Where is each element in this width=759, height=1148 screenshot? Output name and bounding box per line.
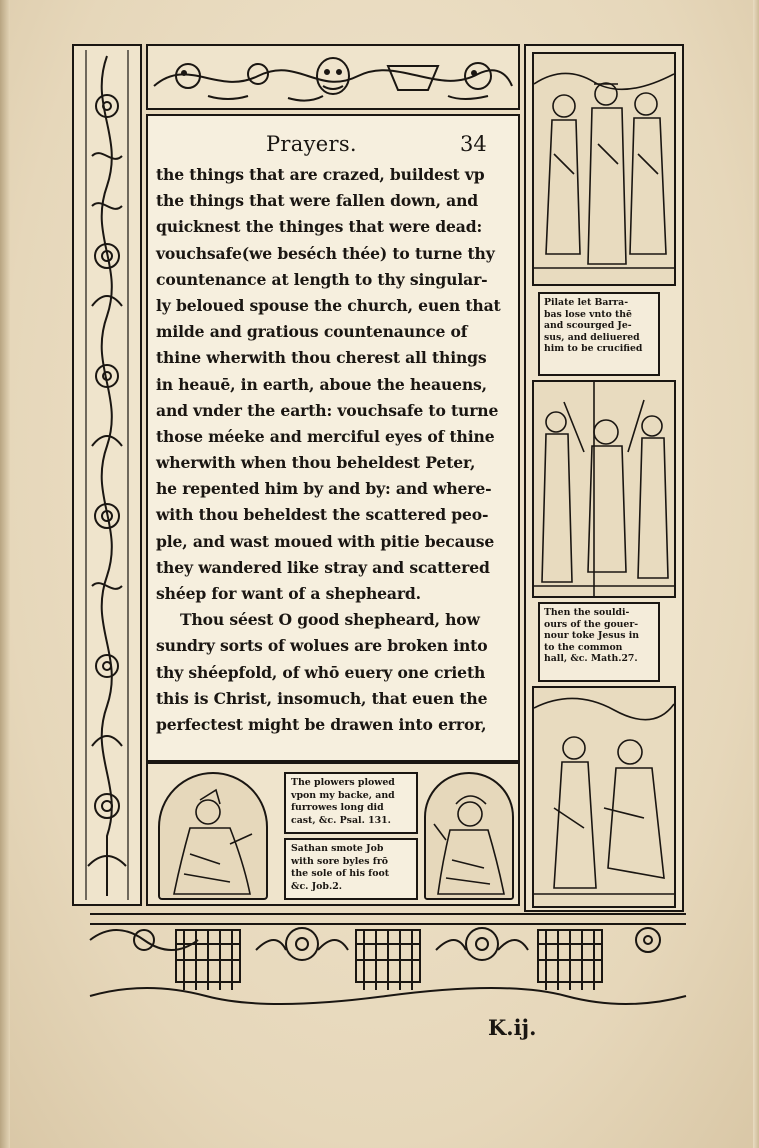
text-line: they wandered like stray and scattered: [156, 557, 490, 577]
text-line: countenance at length to thy singular-: [156, 269, 488, 289]
prophet-figure: [160, 774, 266, 898]
text-line: this is Christ, insomuch, that euen the: [156, 688, 488, 708]
prayer-text: [156, 162, 518, 738]
caption-line: Then the souldi-: [544, 607, 630, 618]
text-line: Thou séest O good shepheard, how: [180, 610, 480, 630]
scroll-line: cast, &c. Psal. 131.: [291, 814, 391, 826]
caption-line: nour toke Jesus in: [544, 630, 640, 642]
woodcut-pilate-scene: [532, 52, 676, 286]
caption-pilate-barabbas: [538, 292, 660, 376]
caption-line: and scourged Je-: [544, 320, 632, 332]
text-line: the things that are crazed, buildest vp: [156, 165, 485, 184]
bottom-woodcut-panel: [146, 762, 520, 906]
caption-line: to the common: [544, 641, 623, 653]
text-line: the things that were fallen down, and: [156, 191, 479, 211]
text-line: ly beloued spouse the church, euen that: [156, 295, 501, 315]
text-line: with thou beheldest the scattered peo-: [156, 505, 489, 525]
psalm-scroll: [284, 772, 418, 834]
figures-woodcut: [534, 54, 674, 284]
scroll-line: &c. Job.2.: [291, 880, 342, 892]
prophet-roundel-right: [424, 772, 514, 900]
text-line: in heauē, in earth, aboue the heauens,: [156, 374, 487, 394]
woodcut-scourging-scene: [532, 380, 676, 598]
text-line: wherwith when thou beheldest Peter,: [156, 453, 476, 473]
text-line: sundry sorts of wolues are broken into: [156, 636, 488, 656]
scroll-line: with sore byles frō: [291, 855, 389, 867]
job-scroll: [284, 838, 418, 900]
scroll-line: vpon my backe, and: [291, 789, 395, 801]
prophet-figure: [426, 774, 512, 898]
woodcut-job-scene: [532, 686, 676, 908]
text-line: shéep for want of a shepheard.: [156, 584, 421, 603]
text-line: milde and gratious countenaunce of: [156, 322, 468, 342]
caption-line: him to be crucified: [544, 343, 643, 355]
text-line: quicknest the thinges that were dead:: [156, 217, 483, 237]
prophet-roundel-left: [158, 772, 268, 900]
portcullis-rose-ornament: [86, 910, 690, 1006]
text-line: thy shéepfold, of whō euery one crieth: [156, 662, 486, 682]
left-ornamental-border: [72, 44, 142, 906]
caption-line: Pilate let Barra-: [544, 297, 629, 308]
scourging-woodcut: [534, 382, 674, 596]
woodcut-frame: [72, 44, 684, 914]
page-edge-right: [753, 0, 759, 1148]
text-line: perfectest might be drawen into error,: [156, 714, 487, 734]
main-text-block: [146, 114, 520, 762]
scroll-line: Sathan smote Job: [291, 843, 384, 854]
running-head: [148, 128, 518, 158]
text-line: and vnder the earth: vouchsafe to turne: [156, 400, 499, 420]
top-grotesque-panel: [146, 44, 520, 110]
scroll-line: furrowes long did: [291, 802, 384, 814]
page-edge-shadow: [0, 0, 10, 1148]
scroll-line: The plowers plowed: [291, 777, 395, 788]
caption-line: ours of the gouer-: [544, 618, 639, 630]
caption-line: bas lose vnto thē: [544, 308, 632, 320]
running-title: Prayers.: [266, 132, 357, 156]
text-line: he repented him by and by: and where-: [156, 479, 492, 499]
text-line: ple, and wast moued with pitie because: [156, 531, 495, 551]
signature-mark: K.ij.: [488, 1015, 537, 1040]
scroll-line: the sole of his foot: [291, 868, 390, 880]
caption-soldiers-jesus: [538, 602, 660, 682]
caption-line: sus, and deliuered: [544, 331, 640, 343]
floral-vine-ornament: [74, 46, 140, 904]
text-line: thine wherwith thou cherest all things: [156, 348, 487, 368]
caption-line: hall, &c. Math.27.: [544, 653, 638, 665]
text-line: those méeke and merciful eyes of thine: [156, 426, 495, 446]
bottom-ornamental-border: [86, 910, 690, 1006]
text-line: vouchsafe(we beséch thée) to turne thy: [156, 243, 495, 263]
grotesque-heads-ornament: [148, 46, 518, 108]
right-woodcut-column: [524, 44, 684, 912]
job-woodcut: [534, 688, 674, 906]
page-number: 34: [460, 132, 487, 156]
